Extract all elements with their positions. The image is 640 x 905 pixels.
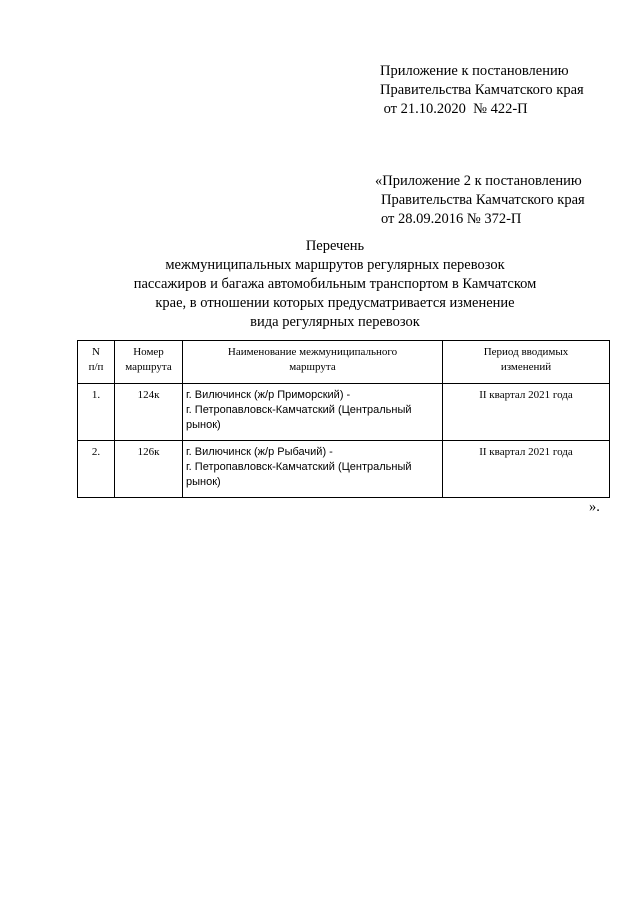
appendix-header-current <box>380 62 584 119</box>
document-title <box>80 237 590 332</box>
row-number: 2. <box>78 441 115 498</box>
header-change-period <box>443 341 610 384</box>
title-line: пассажиров и багажа автомобильным транспортом в Камчатском <box>133 276 537 292</box>
change-period: II квартал 2021 года <box>443 384 610 441</box>
route-name-line: рынок) <box>186 476 221 488</box>
route-name <box>183 384 443 441</box>
appendix-line: Приложение к постановлению <box>380 63 569 79</box>
route-name <box>183 441 443 498</box>
appendix-line: «Приложение 2 к постановлению <box>375 173 582 189</box>
row-number: 1. <box>78 384 115 441</box>
header-text: п/п <box>88 361 104 373</box>
table-row <box>78 384 610 441</box>
closing-quote-mark: ». <box>589 499 600 515</box>
title-line: крае, в отношении которых предусматривается изменение <box>155 295 515 311</box>
change-period: II квартал 2021 года <box>443 441 610 498</box>
header-route-code <box>115 341 183 384</box>
route-name-line: г. Вилючинск (ж/р Рыбачий) - <box>186 446 333 458</box>
appendix-line: Правительства Камчатского края <box>380 82 584 98</box>
header-text: маршрута <box>289 361 336 373</box>
table-row <box>78 441 610 498</box>
route-name-line: г. Петропавловск-Камчатский (Центральный <box>186 404 412 416</box>
route-name-line: г. Вилючинск (ж/р Приморский) - <box>186 389 351 401</box>
route-code: 126к <box>115 441 183 498</box>
title-line: вида регулярных перевозок <box>250 314 420 330</box>
title-line: Перечень <box>305 238 365 254</box>
header-text: N <box>92 346 100 358</box>
header-text: маршрута <box>125 361 172 373</box>
header-text: Наименование межмуниципального <box>227 346 398 358</box>
header-number <box>78 341 115 384</box>
appendix-line: от 21.10.2020 № 422-П <box>380 101 528 117</box>
route-name-line: рынок) <box>186 419 221 431</box>
appendix-line: Правительства Камчатского края <box>381 192 585 208</box>
header-text: Номер <box>133 346 164 358</box>
title-line: межмуниципальных маршрутов регулярных перевозок <box>165 257 505 273</box>
header-text: изменений <box>500 361 552 373</box>
header-text: Период вводимых <box>483 346 569 358</box>
table-header-row <box>78 341 610 384</box>
route-name-line: г. Петропавловск-Камчатский (Центральный <box>186 461 412 473</box>
route-code: 124к <box>115 384 183 441</box>
appendix-header-original <box>375 172 585 229</box>
header-route-name <box>183 341 443 384</box>
appendix-line: от 28.09.2016 № 372-П <box>381 211 522 227</box>
routes-table <box>77 340 610 498</box>
